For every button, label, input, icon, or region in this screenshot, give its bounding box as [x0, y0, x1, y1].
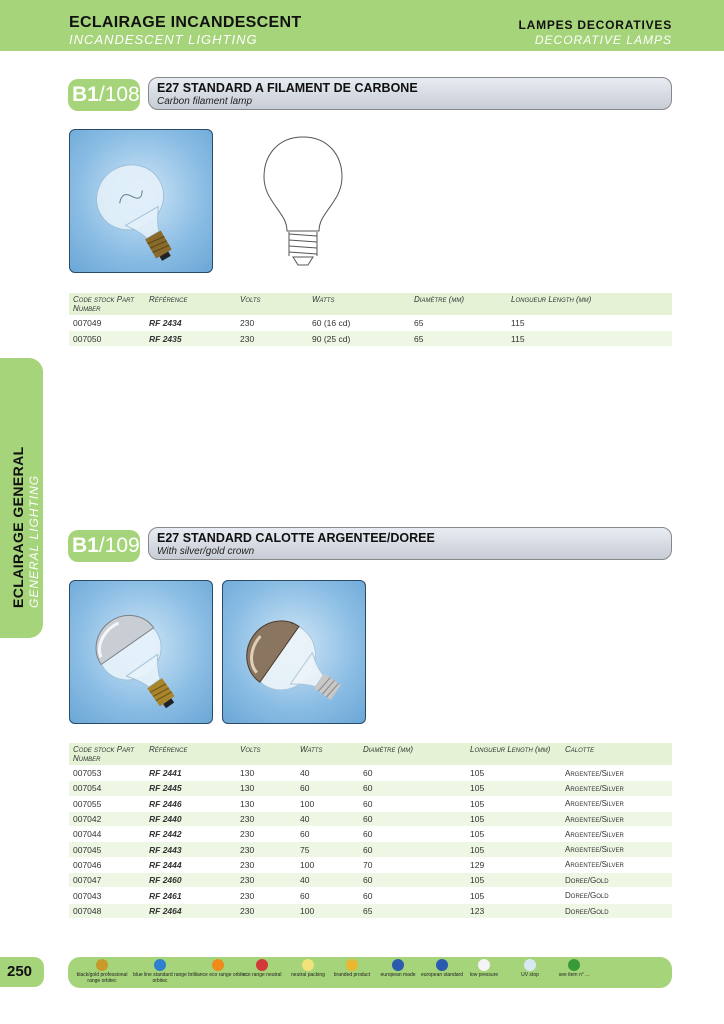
- legend-item: [544, 959, 604, 979]
- section2-code: [68, 530, 140, 562]
- legend-label: UV stop: [521, 972, 539, 978]
- cell-diameter: 60: [359, 842, 466, 857]
- cell-reference: RF 2440: [145, 811, 236, 826]
- gold-crown-bulb-image: [223, 581, 367, 725]
- cell-code: 007053: [69, 766, 145, 781]
- cell-diameter: 65: [410, 331, 507, 346]
- page-header: [0, 0, 724, 51]
- col-length: Longueur Length (mm): [466, 743, 561, 766]
- header-subtitle: INCANDESCENT LIGHTING: [69, 32, 258, 47]
- cell-diameter: 60: [359, 873, 466, 888]
- cell-watts: 40: [296, 873, 359, 888]
- legend-item: [130, 959, 190, 984]
- legend-icon: [302, 959, 314, 971]
- cell-watts: 100: [296, 903, 359, 918]
- cell-code: 007048: [69, 903, 145, 918]
- cell-volts: 230: [236, 873, 296, 888]
- section2-title: E27 STANDARD CALOTTE ARGENTEE/DOREE: [157, 531, 435, 545]
- bulb-outline-drawing: [260, 133, 346, 269]
- cell-diameter: 65: [410, 316, 507, 331]
- legend-icon: [256, 959, 268, 971]
- cell-volts: 230: [236, 316, 308, 331]
- section1-table: [69, 293, 672, 346]
- col-length: Longueur Length (mm): [507, 293, 672, 316]
- cell-diameter: 60: [359, 888, 466, 903]
- legend-label: branded product: [333, 972, 371, 978]
- cell-code: 007043: [69, 888, 145, 903]
- cell-volts: 230: [236, 827, 296, 842]
- cell-volts: 230: [236, 903, 296, 918]
- col-diameter: Diamètre (mm): [410, 293, 507, 316]
- cell-length: 115: [507, 331, 672, 346]
- cell-code: 007045: [69, 842, 145, 857]
- side-tab-subtitle: GENERAL LIGHTING: [27, 474, 41, 608]
- col-diameter: Diamètre (mm): [359, 743, 466, 766]
- cell-code: 007049: [69, 316, 145, 331]
- header-category-sub: DECORATIVE LAMPS: [534, 33, 672, 47]
- legend-icon: [436, 959, 448, 971]
- cell-crown: Doree/Gold: [561, 888, 672, 903]
- cell-volts: 230: [236, 331, 308, 346]
- cell-watts: 40: [296, 811, 359, 826]
- cell-code: 007044: [69, 827, 145, 842]
- legend-icon: [154, 959, 166, 971]
- section1-photo: [69, 129, 213, 273]
- cell-code: 007050: [69, 331, 145, 346]
- section2-code-bold: B1: [72, 534, 99, 557]
- cell-volts: 230: [236, 811, 296, 826]
- table-row: [69, 888, 672, 903]
- cell-length: 105: [466, 781, 561, 796]
- cell-volts: 130: [236, 781, 296, 796]
- legend-icon: [478, 959, 490, 971]
- section1-code-rest: /108: [98, 83, 140, 106]
- cell-code: 007046: [69, 857, 145, 872]
- cell-watts: 100: [296, 857, 359, 872]
- legend-icon: [96, 959, 108, 971]
- cell-length: 105: [466, 842, 561, 857]
- cell-length: 105: [466, 888, 561, 903]
- table-header-row: [69, 743, 672, 766]
- section1-subtitle: Carbon filament lamp: [157, 96, 253, 107]
- section2-titlebox: [148, 527, 672, 560]
- header-title: ECLAIRAGE INCANDESCENT: [69, 14, 302, 31]
- legend-label: blue line standard range orbitec: [133, 972, 187, 984]
- section2-subtitle: With silver/gold crown: [157, 546, 255, 557]
- cell-length: 105: [466, 766, 561, 781]
- legend-item: [72, 959, 132, 984]
- table-row: [69, 857, 672, 872]
- cell-length: 115: [507, 316, 672, 331]
- cell-diameter: 65: [359, 903, 466, 918]
- cell-volts: 230: [236, 857, 296, 872]
- cell-volts: 230: [236, 842, 296, 857]
- section2-code-rest: /109: [98, 534, 140, 557]
- table-row: [69, 766, 672, 781]
- cell-reference: RF 2441: [145, 766, 236, 781]
- cell-crown: Argentee/Silver: [561, 827, 672, 842]
- section2-photo-silver: [69, 580, 213, 724]
- col-crown: Calotte: [561, 743, 672, 766]
- cell-length: 105: [466, 811, 561, 826]
- table-row: [69, 873, 672, 888]
- cell-code: 007047: [69, 873, 145, 888]
- legend-icon: [568, 959, 580, 971]
- legend-label: see item n° ...: [558, 972, 590, 978]
- table-row: [69, 903, 672, 918]
- section1-code: [68, 79, 140, 111]
- section1-code-bold: B1: [72, 83, 99, 106]
- col-volts: Volts: [236, 293, 308, 316]
- col-watts: Watts: [308, 293, 410, 316]
- col-code: Code stock Part Number: [69, 293, 145, 316]
- cell-reference: RF 2461: [145, 888, 236, 903]
- legend-label: eco range neutral: [242, 972, 282, 978]
- table-row: [69, 331, 672, 346]
- cell-reference: RF 2435: [145, 331, 236, 346]
- section2-table: [69, 743, 672, 918]
- legend-label: neutral packing: [291, 972, 325, 978]
- clear-bulb-image: [70, 130, 214, 274]
- cell-reference: RF 2464: [145, 903, 236, 918]
- silver-crown-bulb-image: [70, 581, 214, 725]
- cell-reference: RF 2446: [145, 796, 236, 811]
- cell-watts: 60: [296, 888, 359, 903]
- cell-crown: Argentee/Silver: [561, 842, 672, 857]
- side-tab: [0, 358, 43, 638]
- cell-reference: RF 2444: [145, 857, 236, 872]
- cell-crown: Argentee/Silver: [561, 857, 672, 872]
- cell-watts: 40: [296, 766, 359, 781]
- table-row: [69, 796, 672, 811]
- cell-crown: Doree/Gold: [561, 873, 672, 888]
- cell-reference: RF 2442: [145, 827, 236, 842]
- cell-crown: Doree/Gold: [561, 903, 672, 918]
- cell-code: 007054: [69, 781, 145, 796]
- section1-titlebox: [148, 77, 672, 110]
- section1-title: E27 STANDARD A FILAMENT DE CARBONE: [157, 81, 418, 95]
- cell-watts: 60: [296, 827, 359, 842]
- cell-diameter: 60: [359, 811, 466, 826]
- cell-crown: Argentee/Silver: [561, 796, 672, 811]
- col-code: Code stock Part Number: [69, 743, 145, 766]
- cell-volts: 130: [236, 796, 296, 811]
- table-header-row: [69, 293, 672, 316]
- cell-reference: RF 2445: [145, 781, 236, 796]
- legend-label: brilliance eco range orbitec: [188, 972, 248, 978]
- cell-crown: Argentee/Silver: [561, 781, 672, 796]
- cell-reference: RF 2460: [145, 873, 236, 888]
- cell-volts: 130: [236, 766, 296, 781]
- cell-diameter: 60: [359, 796, 466, 811]
- cell-code: 007042: [69, 811, 145, 826]
- cell-length: 123: [466, 903, 561, 918]
- col-watts: Watts: [296, 743, 359, 766]
- legend-label: european standard: [421, 972, 463, 978]
- cell-reference: RF 2443: [145, 842, 236, 857]
- table-row: [69, 842, 672, 857]
- legend-bar: [68, 957, 672, 988]
- legend-icon: [346, 959, 358, 971]
- cell-crown: Argentee/Silver: [561, 811, 672, 826]
- cell-diameter: 70: [359, 857, 466, 872]
- legend-label: low pressure: [469, 972, 499, 978]
- page-number: 250: [0, 957, 44, 987]
- cell-length: 129: [466, 857, 561, 872]
- table-row: [69, 316, 672, 331]
- side-tab-title: ECLAIRAGE GENERAL: [10, 446, 26, 608]
- col-volts: Volts: [236, 743, 296, 766]
- cell-watts: 100: [296, 796, 359, 811]
- legend-label: black/gold professional range orbitec: [76, 972, 128, 984]
- col-reference: Référence: [145, 293, 236, 316]
- cell-length: 105: [466, 873, 561, 888]
- cell-volts: 230: [236, 888, 296, 903]
- cell-code: 007055: [69, 796, 145, 811]
- table-row: [69, 827, 672, 842]
- section2-photo-gold: [222, 580, 366, 724]
- cell-reference: RF 2434: [145, 316, 236, 331]
- table-row: [69, 781, 672, 796]
- legend-icon: [212, 959, 224, 971]
- cell-diameter: 60: [359, 766, 466, 781]
- cell-length: 105: [466, 827, 561, 842]
- cell-watts: 60 (16 cd): [308, 316, 410, 331]
- cell-diameter: 60: [359, 781, 466, 796]
- cell-length: 105: [466, 796, 561, 811]
- legend-label: european made: [380, 972, 416, 978]
- cell-watts: 60: [296, 781, 359, 796]
- cell-watts: 75: [296, 842, 359, 857]
- legend-icon: [392, 959, 404, 971]
- cell-crown: Argentee/Silver: [561, 766, 672, 781]
- table-row: [69, 811, 672, 826]
- cell-diameter: 60: [359, 827, 466, 842]
- legend-icon: [524, 959, 536, 971]
- header-category: LAMPES DECORATIVES: [518, 18, 672, 32]
- cell-watts: 90 (25 cd): [308, 331, 410, 346]
- col-reference: Référence: [145, 743, 236, 766]
